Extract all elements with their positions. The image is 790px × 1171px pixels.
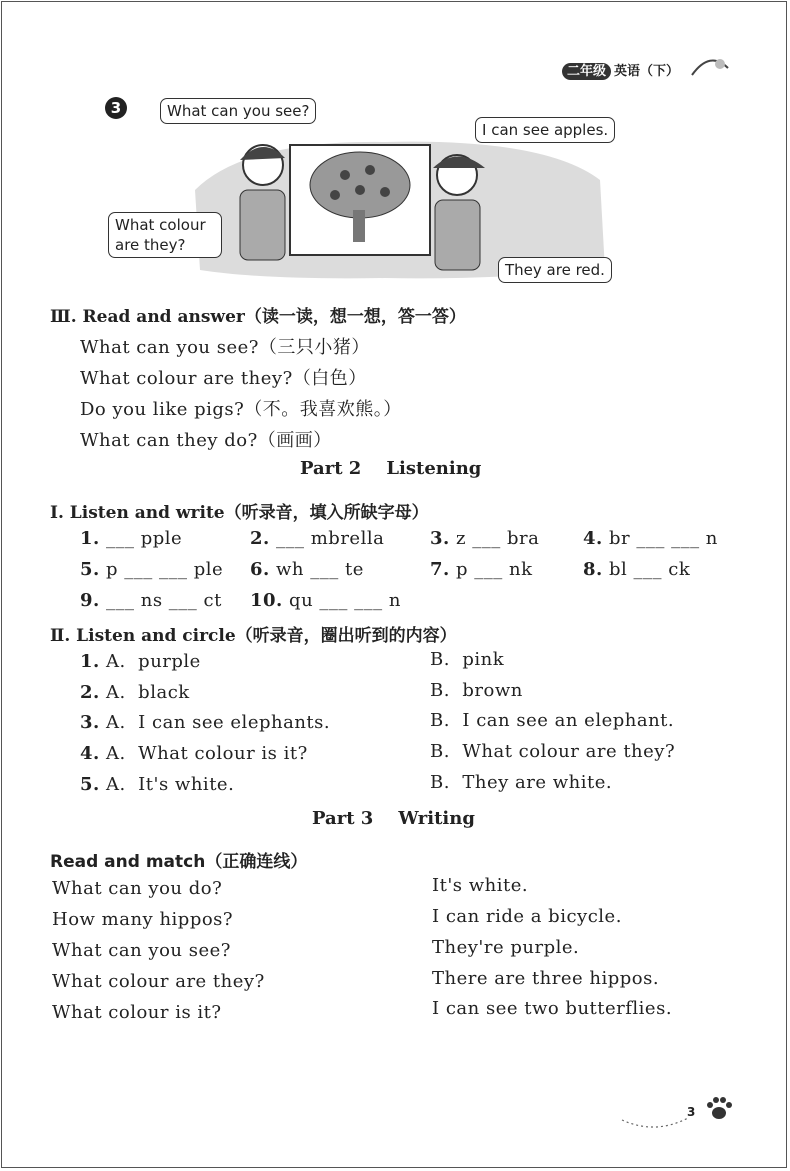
question-2: What colour are they?（白色）	[80, 368, 367, 389]
match-right-item: There are three hippos.	[432, 968, 660, 989]
speech-bubble-question2: What colour are they?	[108, 212, 222, 258]
listen-circle-title: Ⅱ. Listen and circle（听录音，圈出听到的内容）	[50, 626, 457, 646]
match-right-item: I can see two butterflies.	[432, 998, 673, 1019]
subject-label: 英语（下）	[614, 64, 680, 79]
section-read-answer-title: Ⅲ. Read and answer（读一读，想一想，答一答）	[50, 307, 466, 327]
match-left-item: What colour are they?	[52, 971, 265, 992]
blank-item: 4. br ___ ___ n	[583, 528, 718, 549]
blank-item: 5. p ___ ___ ple	[80, 559, 224, 580]
blank-item: 6. wh ___ te	[250, 559, 364, 580]
choice-option-a: 2. A. black	[80, 682, 190, 703]
question-3: Do you like pigs?（不。我喜欢熊。）	[80, 399, 402, 420]
read-match-title: Read and match（正确连线）	[50, 852, 308, 872]
choice-option-b: B. I can see an elephant.	[430, 710, 675, 731]
choice-option-a: 4. A. What colour is it?	[80, 743, 308, 764]
match-left-item: What can you see?	[52, 940, 231, 961]
match-left-item: What colour is it?	[52, 1002, 222, 1023]
choice-option-a: 1. A. purple	[80, 651, 201, 672]
speech-bubble-answer1: I can see apples.	[475, 117, 615, 143]
blank-item: 2. ___ mbrella	[250, 528, 385, 549]
match-left-item: What can you do?	[52, 878, 223, 899]
blank-item: 1. ___ pple	[80, 528, 183, 549]
question-1: What can you see?（三只小猪）	[80, 337, 370, 358]
header-decoration-icon	[690, 50, 730, 80]
speech-bubble-question1: What can you see?	[160, 98, 316, 124]
grade-badge: 二年级	[562, 63, 611, 80]
choice-option-b: B. brown	[430, 680, 523, 701]
speech-bubble-answer2: They are red.	[498, 257, 612, 283]
listen-write-title: Ⅰ. Listen and write（听录音，填入所缺字母）	[50, 503, 429, 523]
part3-title: Part 3 Writing	[312, 808, 475, 829]
footer-dotted-arc-icon	[620, 1100, 690, 1130]
choice-option-b: B. pink	[430, 649, 505, 670]
choice-option-a: 5. A. It's white.	[80, 774, 235, 795]
picture-number: 3	[105, 97, 127, 119]
paw-print-icon	[705, 1096, 733, 1122]
blank-item: 7. p ___ nk	[430, 559, 533, 580]
choice-option-a: 3. A. I can see elephants.	[80, 712, 331, 733]
choice-option-b: B. They are white.	[430, 772, 613, 793]
page-header	[562, 60, 679, 79]
blank-item: 9. ___ ns ___ ct	[80, 590, 222, 611]
blank-item: 8. bl ___ ck	[583, 559, 691, 580]
match-left-item: How many hippos?	[52, 909, 234, 930]
match-right-item: I can ride a bicycle.	[432, 906, 622, 927]
page-number: 3	[687, 1105, 696, 1119]
blank-item: 3. z ___ bra	[430, 528, 540, 549]
match-right-item: It's white.	[432, 875, 529, 896]
question-4: What can they do?（画画）	[80, 430, 332, 451]
choice-option-b: B. What colour are they?	[430, 741, 676, 762]
match-right-item: They're purple.	[432, 937, 580, 958]
part2-title: Part 2 Listening	[300, 458, 482, 479]
blank-item: 10. qu ___ ___ n	[250, 590, 401, 611]
